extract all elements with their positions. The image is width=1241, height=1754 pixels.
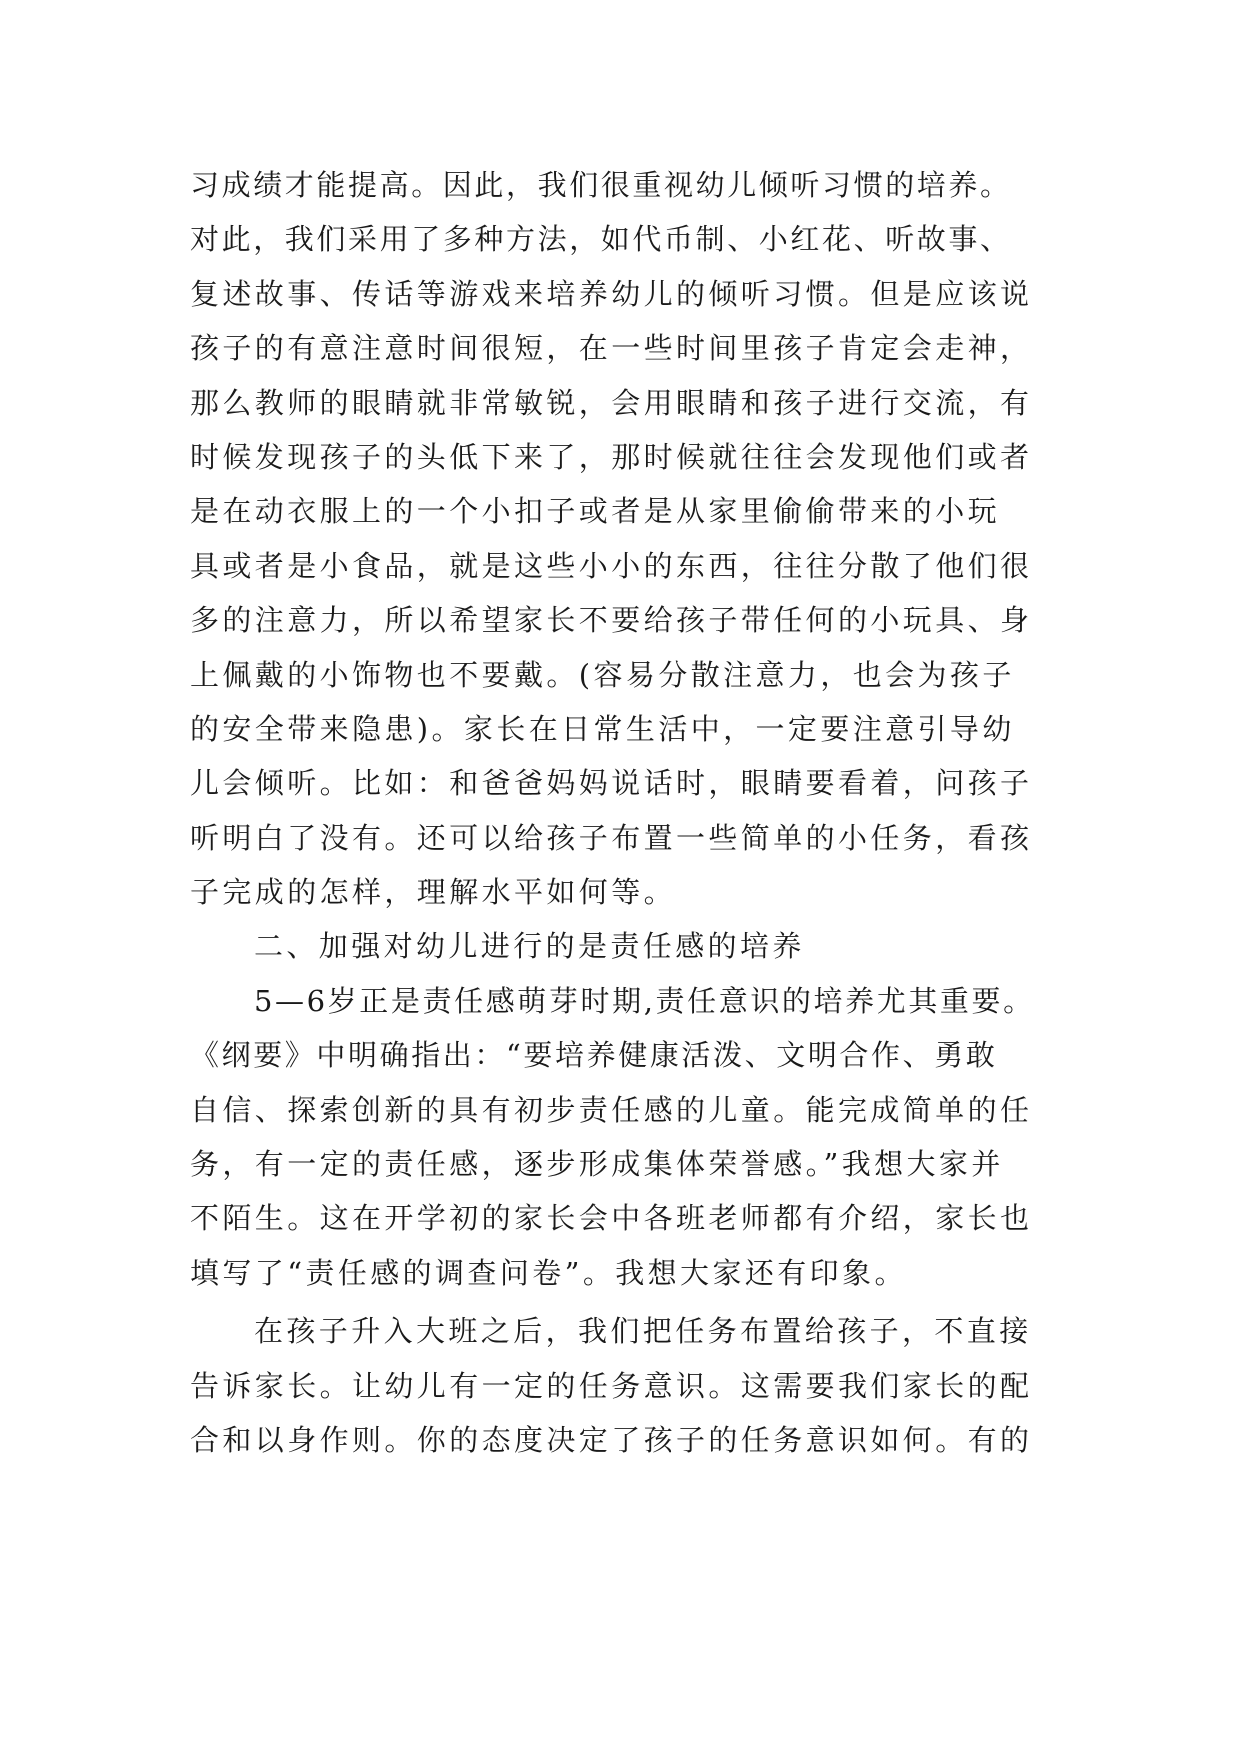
text-line: 上佩戴的小饰物也不要戴。(容易分散注意力，也会为孩子 (190, 657, 1015, 692)
text-line: 是在动衣服上的一个小扣子或者是从家里偷偷带来的小玩 (190, 494, 1001, 529)
text-line: 对此，我们采用了多种方法，如代币制、小红花、听故事、 (190, 222, 1012, 257)
text-line: 告诉家长。让幼儿有一定的任务意识。这需要我们家长的配 (190, 1368, 1033, 1403)
text-line: 具或者是小食品，就是这些小小的东西，往往分散了他们很 (190, 548, 1033, 583)
text-line: 习成绩才能提高。因此，我们很重视幼儿倾听习惯的培养。 (190, 168, 1012, 202)
text-line: 不陌生。这在开学初的家长会中各班老师都有介绍，家长也 (190, 1201, 1033, 1236)
text-line: 那么教师的眼睛就非常敏锐，会用眼睛和孩子进行交流，有 (190, 385, 1033, 420)
body-text (190, 158, 1070, 1467)
text-line: 自信、探索创新的具有初步责任感的儿童。能完成简单的任 (190, 1092, 1033, 1127)
text-line: 填写了“责任感的调查问卷”。我想大家还有印象。 (190, 1255, 907, 1290)
text-line: 孩子的有意注意时间很短，在一些时间里孩子肯定会走神， (190, 331, 1033, 366)
text-line: 儿会倾听。比如：和爸爸妈妈说话时，眼睛要看着，问孩子 (190, 766, 1033, 801)
text-line: 听明白了没有。还可以给孩子布置一些简单的小任务，看孩 (190, 820, 1033, 855)
text-line: 在孩子升入大班之后，我们把任务布置给孩子，不直接 (254, 1314, 1032, 1349)
text-line: 的安全带来隐患)。家长在日常生活中，一定要注意引导幼 (190, 711, 1015, 746)
text-line: 时候发现孩子的头低下来了，那时候就往往会发现他们或者 (190, 439, 1033, 474)
section-heading: 二、加强对幼儿进行的是责任感的培养 (254, 929, 805, 964)
text-line: 合和以身作则。你的态度决定了孩子的任务意识如何。有的 (190, 1422, 1033, 1457)
text-line: 复述故事、传话等游戏来培养幼儿的倾听习惯。但是应该说 (190, 276, 1033, 311)
text-line: 多的注意力，所以希望家长不要给孩子带任何的小玩具、身 (190, 603, 1033, 638)
text-line: 务，有一定的责任感，逐步形成集体荣誉感。”我想大家并 (190, 1147, 1004, 1182)
text-line: 《纲要》中明确指出：“要培养健康活泼、文明合作、勇敢 (190, 1038, 998, 1073)
text-line: 子完成的怎样，理解水平如何等。 (190, 875, 677, 910)
text-line: 5—6岁正是责任感萌芽时期,责任意识的培养尤其重要。 (254, 983, 1035, 1018)
